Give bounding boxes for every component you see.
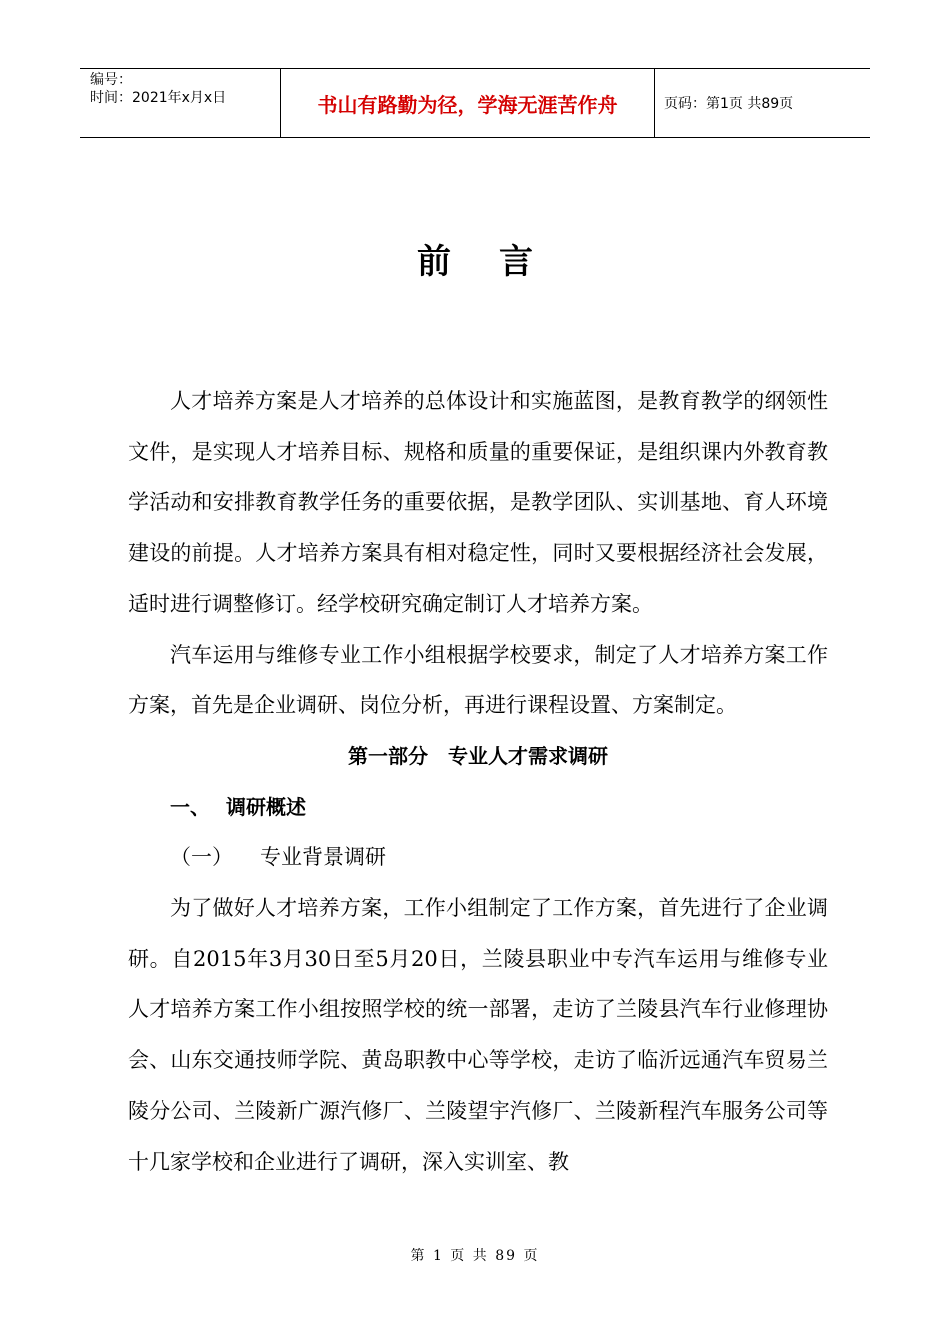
header-meta: [80, 69, 280, 137]
page-footer: 第 1 页 共 89 页: [410, 1248, 540, 1264]
paragraph: 汽车运用与维修专业工作小组根据学校要求，制定了人才培养方案工作方案，首先是企业调研、岗位分析，再进行课程设置、方案制定。: [128, 642, 828, 718]
header-divider: [654, 69, 655, 137]
subsection-text: 专业背景调研: [260, 845, 386, 870]
serial-label: 编号：: [90, 72, 132, 88]
paragraph: 人才培养方案是人才培养的总体设计和实施蓝图，是教育教学的纲领性文件，是实现人才培养目标、规格和质量的重要保证，是组织课内外教育教学活动和安排教育教学任务的重要依据，是教学团队、实训基地、育人环境建设的前提。人才培养方案具有相对稳定性，同时又要根据经济社会发展，适时进行调整修订。经学校研究确定制订人才培养方案。: [128, 389, 828, 616]
document-body: [128, 376, 828, 1187]
part-title: 第一部分 专业人才需求调研: [348, 743, 608, 768]
header-page-info: 页码：第1页 共89页: [664, 96, 794, 112]
page-title: 前言: [417, 242, 581, 282]
section-text: 调研概述: [226, 794, 306, 819]
document-header: [80, 68, 870, 138]
section-number: 一、: [170, 794, 210, 819]
date-label: 时间：2021年x月x日: [90, 90, 227, 106]
section-heading: [128, 782, 828, 833]
subsection-heading: [128, 832, 828, 883]
paragraph: 为了做好人才培养方案，工作小组制定了工作方案，首先进行了企业调研。自2015年3月30日至5月20日，兰陵县职业中专汽车运用与维修专业人才培养方案工作小组按照学校的统一部署，走访了兰陵县汽车行业修理协会、山东交通技师学院、黄岛职教中心等学校，走访了临沂远通汽车贸易兰陵分公司、兰陵新广源汽修厂、兰陵望宇汽修厂、兰陵新程汽车服务公司等十几家学校和企业进行了调研，深入实训室、教: [128, 896, 828, 1174]
header-motto: 书山有路勤为径，学海无涯苦作舟: [317, 92, 618, 117]
subsection-number: （一）: [170, 845, 233, 870]
